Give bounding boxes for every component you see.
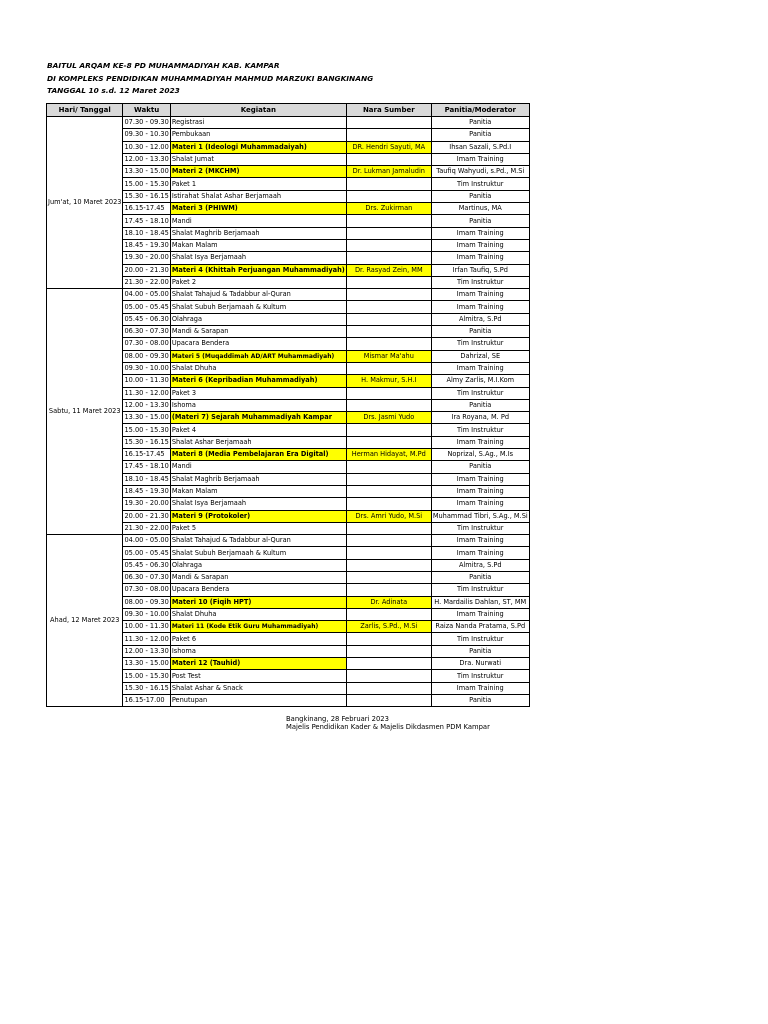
time-cell: 10.00 - 11.30 — [123, 375, 170, 387]
activity-cell: Ishoma — [170, 645, 346, 657]
speaker-cell — [346, 584, 431, 596]
time-cell: 15.30 - 16.15 — [123, 190, 170, 202]
activity-cell: Paket 3 — [170, 387, 346, 399]
time-cell: 18.45 - 19.30 — [123, 239, 170, 251]
activity-cell: Materi 2 (MKCHM) — [170, 166, 346, 178]
time-cell: 17.45 - 18.10 — [123, 215, 170, 227]
activity-cell: (Materi 7) Sejarah Muhammadiyah Kampar — [170, 412, 346, 424]
speaker-cell — [346, 227, 431, 239]
moderator-cell: Ihsan Sazali, S.Pd.I — [431, 141, 529, 153]
activity-cell: Shalat Ashar Berjamaah — [170, 436, 346, 448]
activity-cell: Paket 4 — [170, 424, 346, 436]
time-cell: 21.30 - 22.00 — [123, 522, 170, 534]
moderator-cell: Raiza Nanda Pratama, S.Pd — [431, 621, 529, 633]
activity-cell: Upacara Bendera — [170, 338, 346, 350]
activity-cell: Shalat Isya Berjamaah — [170, 252, 346, 264]
time-cell: 21.30 - 22.00 — [123, 276, 170, 288]
activity-cell: Paket 1 — [170, 178, 346, 190]
time-cell: 06.30 - 07.30 — [123, 571, 170, 583]
time-cell: 20.00 - 21.30 — [123, 510, 170, 522]
activity-cell: Materi 5 (Muqaddimah AD/ART Muhammadiyah) — [170, 350, 346, 362]
moderator-cell: Imam Training — [431, 301, 529, 313]
speaker-cell — [346, 682, 431, 694]
speaker-cell: Dr. Adinata — [346, 596, 431, 608]
moderator-cell: Martinus, MA — [431, 203, 529, 215]
moderator-cell: Ira Royana, M. Pd — [431, 412, 529, 424]
time-cell: 12.00 - 13.30 — [123, 153, 170, 165]
speaker-cell: DR. Hendri Sayuti, MA — [346, 141, 431, 153]
time-cell: 11.30 - 12.00 — [123, 633, 170, 645]
activity-cell: Materi 1 (Ideologi Muhammadaiyah) — [170, 141, 346, 153]
speaker-cell: Mismar Ma'ahu — [346, 350, 431, 362]
speaker-cell — [346, 461, 431, 473]
speaker-cell: Zarlis, S.Pd., M.Si — [346, 621, 431, 633]
time-cell: 08.00 - 09.30 — [123, 350, 170, 362]
activity-cell: Materi 4 (Khittah Perjuangan Muhammadiyah) — [170, 264, 346, 276]
moderator-cell: Dra. Nurwati — [431, 658, 529, 670]
time-cell: 16.15-17.45 — [123, 449, 170, 461]
activity-cell: Materi 3 (PHIWM) — [170, 203, 346, 215]
moderator-cell: Imam Training — [431, 436, 529, 448]
speaker-cell — [346, 485, 431, 497]
speaker-cell — [346, 215, 431, 227]
time-cell: 15.30 - 16.15 — [123, 436, 170, 448]
time-cell: 19.30 - 20.00 — [123, 498, 170, 510]
col-header-hari: Hari/ Tanggal — [47, 104, 123, 117]
speaker-cell — [346, 670, 431, 682]
time-cell: 04.00 - 05.00 — [123, 535, 170, 547]
speaker-cell: H. Makmur, S.H.I — [346, 375, 431, 387]
activity-cell: Paket 5 — [170, 522, 346, 534]
speaker-cell — [346, 522, 431, 534]
moderator-cell: Imam Training — [431, 362, 529, 374]
activity-cell: Materi 11 (Kode Etik Guru Muhammadiyah) — [170, 621, 346, 633]
moderator-cell: Almitra, S.Pd — [431, 313, 529, 325]
col-header-waktu: Waktu — [123, 104, 170, 117]
speaker-cell — [346, 178, 431, 190]
activity-cell: Ishoma — [170, 399, 346, 411]
time-cell: 05.45 - 06.30 — [123, 559, 170, 571]
moderator-cell: Imam Training — [431, 608, 529, 620]
moderator-cell: Panitia — [431, 694, 529, 706]
moderator-cell: Panitia — [431, 129, 529, 141]
time-cell: 06.30 - 07.30 — [123, 326, 170, 338]
activity-cell: Shalat Dhuha — [170, 362, 346, 374]
speaker-cell — [346, 387, 431, 399]
speaker-cell — [346, 658, 431, 670]
speaker-cell — [346, 239, 431, 251]
speaker-cell — [346, 694, 431, 706]
moderator-cell: Panitia — [431, 117, 529, 129]
moderator-cell: Tim Instruktur — [431, 522, 529, 534]
moderator-cell: Imam Training — [431, 535, 529, 547]
moderator-cell: H. Mardailis Dahlan, ST, MM — [431, 596, 529, 608]
moderator-cell: Imam Training — [431, 252, 529, 264]
moderator-cell: Panitia — [431, 461, 529, 473]
moderator-cell: Tim Instruktur — [431, 338, 529, 350]
speaker-cell: Dr. Lukman Jamaludin — [346, 166, 431, 178]
speaker-cell — [346, 535, 431, 547]
table-header-row — [47, 104, 530, 117]
activity-cell: Makan Malam — [170, 485, 346, 497]
activity-cell: Mandi & Sarapan — [170, 571, 346, 583]
activity-cell: Olahraga — [170, 559, 346, 571]
time-cell: 09.30 - 10.30 — [123, 129, 170, 141]
moderator-cell: Panitia — [431, 190, 529, 202]
moderator-cell: Imam Training — [431, 547, 529, 559]
activity-cell: Shalat Isya Berjamaah — [170, 498, 346, 510]
activity-cell: Mandi — [170, 215, 346, 227]
speaker-cell — [346, 289, 431, 301]
moderator-cell: Panitia — [431, 399, 529, 411]
footer-place-date: Bangkinang, 28 Februari 2023 — [286, 715, 389, 723]
speaker-cell — [346, 190, 431, 202]
doc-title-line-3: TANGGAL 10 s.d. 12 Maret 2023 — [47, 86, 180, 95]
speaker-cell: Drs. Zukirman — [346, 203, 431, 215]
activity-cell: Materi 8 (Media Pembelajaran Era Digital) — [170, 449, 346, 461]
speaker-cell — [346, 313, 431, 325]
moderator-cell: Imam Training — [431, 485, 529, 497]
moderator-cell: Tim Instruktur — [431, 584, 529, 596]
speaker-cell — [346, 645, 431, 657]
moderator-cell: Muhammad Tibri, S.Ag., M.Si — [431, 510, 529, 522]
activity-cell: Shalat Subuh Berjamaah & Kultum — [170, 301, 346, 313]
day-label: Sabtu, 11 Maret 2023 — [47, 289, 123, 535]
activity-cell: Post Test — [170, 670, 346, 682]
speaker-cell — [346, 424, 431, 436]
table-row — [47, 289, 530, 301]
time-cell: 07.30 - 08.00 — [123, 338, 170, 350]
moderator-cell: Panitia — [431, 645, 529, 657]
schedule-table — [46, 103, 530, 707]
activity-cell: Registrasi — [170, 117, 346, 129]
time-cell: 18.45 - 19.30 — [123, 485, 170, 497]
moderator-cell: Noprizal, S.Ag., M.Is — [431, 449, 529, 461]
time-cell: 15.30 - 16.15 — [123, 682, 170, 694]
time-cell: 04.00 - 05.00 — [123, 289, 170, 301]
moderator-cell: Panitia — [431, 571, 529, 583]
speaker-cell: Drs. Jasmi Yudo — [346, 412, 431, 424]
speaker-cell — [346, 608, 431, 620]
time-cell: 18.10 - 18.45 — [123, 227, 170, 239]
speaker-cell — [346, 633, 431, 645]
time-cell: 18.10 - 18.45 — [123, 473, 170, 485]
speaker-cell — [346, 399, 431, 411]
time-cell: 15.00 - 15.30 — [123, 178, 170, 190]
activity-cell: Materi 6 (Kepribadian Muhammadiyah) — [170, 375, 346, 387]
doc-title-line-1: BAITUL ARQAM KE-8 PD MUHAMMADIYAH KAB. KAMPAR — [47, 61, 280, 70]
activity-cell: Materi 12 (Tauhid) — [170, 658, 346, 670]
moderator-cell: Imam Training — [431, 682, 529, 694]
time-cell: 07.30 - 09.30 — [123, 117, 170, 129]
activity-cell: Materi 10 (Fiqih HPT) — [170, 596, 346, 608]
speaker-cell — [346, 117, 431, 129]
time-cell: 11.30 - 12.00 — [123, 387, 170, 399]
speaker-cell — [346, 252, 431, 264]
moderator-cell: Tim Instruktur — [431, 424, 529, 436]
time-cell: 12.00 - 13.30 — [123, 645, 170, 657]
activity-cell: Istirahat Shalat Ashar Berjamaah — [170, 190, 346, 202]
activity-cell: Mandi — [170, 461, 346, 473]
activity-cell: Shalat Maghrib Berjamaah — [170, 227, 346, 239]
speaker-cell — [346, 276, 431, 288]
moderator-cell: Tim Instruktur — [431, 276, 529, 288]
speaker-cell — [346, 559, 431, 571]
time-cell: 13.30 - 15.00 — [123, 412, 170, 424]
time-cell: 07.30 - 08.00 — [123, 584, 170, 596]
moderator-cell: Taufiq Wahyudi, s.Pd., M.Si — [431, 166, 529, 178]
activity-cell: Penutupan — [170, 694, 346, 706]
time-cell: 09.30 - 10.00 — [123, 362, 170, 374]
activity-cell: Makan Malam — [170, 239, 346, 251]
activity-cell: Olahraga — [170, 313, 346, 325]
time-cell: 05.00 - 05.45 — [123, 547, 170, 559]
activity-cell: Paket 2 — [170, 276, 346, 288]
moderator-cell: Dahrizal, SE — [431, 350, 529, 362]
time-cell: 12.00 - 13.30 — [123, 399, 170, 411]
moderator-cell: Almitra, S.Pd — [431, 559, 529, 571]
activity-cell: Shalat Tahajud & Tadabbur al-Quran — [170, 289, 346, 301]
activity-cell: Mandi & Sarapan — [170, 326, 346, 338]
time-cell: 16.15-17.45 — [123, 203, 170, 215]
time-cell: 16.15-17.00 — [123, 694, 170, 706]
speaker-cell — [346, 326, 431, 338]
moderator-cell: Imam Training — [431, 227, 529, 239]
speaker-cell — [346, 362, 431, 374]
speaker-cell: Herman Hidayat, M.Pd — [346, 449, 431, 461]
moderator-cell: Imam Training — [431, 498, 529, 510]
speaker-cell — [346, 301, 431, 313]
time-cell: 09.30 - 10.00 — [123, 608, 170, 620]
speaker-cell: Dr. Rasyad Zein, MM — [346, 264, 431, 276]
time-cell: 05.45 - 06.30 — [123, 313, 170, 325]
time-cell: 13.30 - 15.00 — [123, 166, 170, 178]
activity-cell: Shalat Jumat — [170, 153, 346, 165]
activity-cell: Shalat Subuh Berjamaah & Kultum — [170, 547, 346, 559]
moderator-cell: Tim Instruktur — [431, 178, 529, 190]
time-cell: 10.30 - 12.00 — [123, 141, 170, 153]
col-header-nara-sumber: Nara Sumber — [346, 104, 431, 117]
time-cell: 05.00 - 05.45 — [123, 301, 170, 313]
time-cell: 15.00 - 15.30 — [123, 424, 170, 436]
activity-cell: Paket 6 — [170, 633, 346, 645]
activity-cell: Shalat Maghrib Berjamaah — [170, 473, 346, 485]
moderator-cell: Imam Training — [431, 239, 529, 251]
speaker-cell — [346, 571, 431, 583]
speaker-cell — [346, 153, 431, 165]
moderator-cell: Tim Instruktur — [431, 633, 529, 645]
schedule-body — [47, 117, 530, 707]
moderator-cell: Imam Training — [431, 473, 529, 485]
speaker-cell — [346, 498, 431, 510]
moderator-cell: Imam Training — [431, 153, 529, 165]
day-label: Jum'at, 10 Maret 2023 — [47, 117, 123, 289]
speaker-cell — [346, 473, 431, 485]
time-cell: 10.00 - 11.30 — [123, 621, 170, 633]
moderator-cell: Imam Training — [431, 289, 529, 301]
col-header-kegiatan: Kegiatan — [170, 104, 346, 117]
time-cell: 15.00 - 15.30 — [123, 670, 170, 682]
moderator-cell: Almy Zarlis, M.I.Kom — [431, 375, 529, 387]
moderator-cell: Tim Instruktur — [431, 670, 529, 682]
moderator-cell: Tim Instruktur — [431, 387, 529, 399]
speaker-cell: Drs. Amri Yudo, M.Si — [346, 510, 431, 522]
moderator-cell: Irfan Taufiq, S.Pd — [431, 264, 529, 276]
activity-cell: Pembukaan — [170, 129, 346, 141]
table-row — [47, 117, 530, 129]
footer-signatory: Majelis Pendidikan Kader & Majelis Dikdasmen PDM Kampar — [286, 723, 490, 731]
activity-cell: Shalat Tahajud & Tadabbur al-Quran — [170, 535, 346, 547]
time-cell: 19.30 - 20.00 — [123, 252, 170, 264]
activity-cell: Materi 9 (Protokoler) — [170, 510, 346, 522]
table-row — [47, 535, 530, 547]
moderator-cell: Panitia — [431, 215, 529, 227]
time-cell: 08.00 - 09.30 — [123, 596, 170, 608]
speaker-cell — [346, 436, 431, 448]
moderator-cell: Panitia — [431, 326, 529, 338]
doc-title-line-2: DI KOMPLEKS PENDIDIKAN MUHAMMADIYAH MAHMUD MARZUKI BANGKINANG — [47, 74, 374, 83]
time-cell: 13.30 - 15.00 — [123, 658, 170, 670]
activity-cell: Shalat Ashar & Snack — [170, 682, 346, 694]
speaker-cell — [346, 338, 431, 350]
activity-cell: Upacara Bendera — [170, 584, 346, 596]
time-cell: 20.00 - 21.30 — [123, 264, 170, 276]
col-header-panitia: Panitia/Moderator — [431, 104, 529, 117]
day-label: Ahad, 12 Maret 2023 — [47, 535, 123, 707]
speaker-cell — [346, 547, 431, 559]
time-cell: 17.45 - 18.10 — [123, 461, 170, 473]
speaker-cell — [346, 129, 431, 141]
activity-cell: Shalat Dhuha — [170, 608, 346, 620]
